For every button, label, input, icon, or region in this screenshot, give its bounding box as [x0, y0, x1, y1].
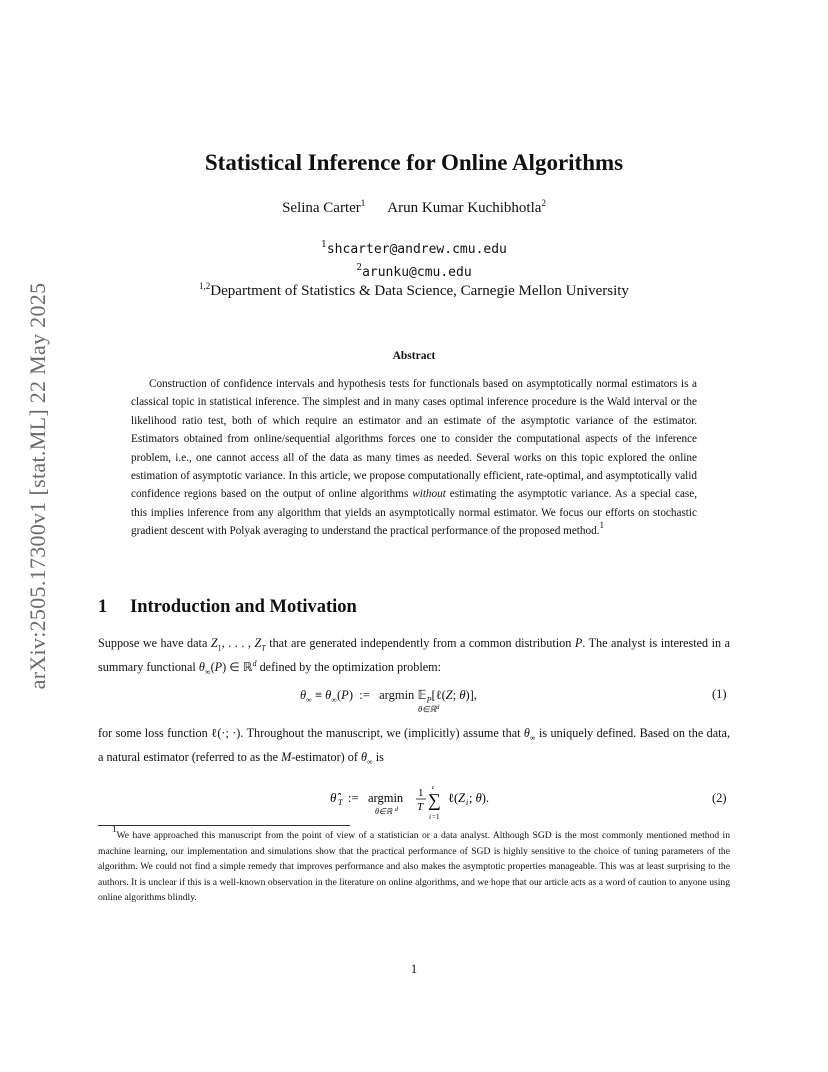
footnote-mark[interactable]: 1: [599, 520, 604, 531]
paper-title: Statistical Inference for Online Algorithms: [204, 150, 624, 175]
equation-1-subscript: [418, 704, 439, 715]
paragraph-text: is uniquely defined. Based on the data, a natural estimator (referred to as the: [98, 726, 731, 765]
email-address[interactable]: shcarter@andrew.cmu.edu: [326, 242, 507, 257]
equation-1: $\theta_\infty \equiv \theta_\infty(P)$ := argmin 𝔼$_P$[ℓ(Z; θ)],: [300, 688, 477, 705]
affiliation: [98, 283, 730, 300]
svg-text:i: i: [466, 798, 469, 807]
svg-text:T: T: [431, 786, 435, 791]
paragraph: Suppose we have data $Z_1$, . . . , $Z_T$ that are generated independently from a common distribution P. The analyst is interested in a summary functional $\theta_\infty(P)$ ∈ ℝ$^d$ defined by the optimization problem:: [98, 636, 731, 677]
author-sup: 1: [360, 198, 366, 208]
arxiv-stamp: [25, 282, 50, 690]
affiliation-sup: 1,2: [199, 281, 211, 291]
section-heading: [98, 597, 357, 618]
equation-2: [330, 786, 530, 826]
author-sup: 2: [541, 198, 546, 208]
svg-text:1: 1: [418, 787, 424, 799]
arxiv-stamp-text: arXiv:2505.17300v1 [stat.ML] 22 May 2025: [25, 282, 50, 690]
svg-text:T: T: [338, 798, 343, 807]
paragraph-text: . The analyst is interested in a summary functional: [98, 636, 731, 675]
author-name: Selina Carter: [282, 200, 361, 216]
svg-text:T: T: [417, 801, 424, 813]
footnote-text: We have approached this manuscript from the point of view of a statistician or a data analyst. Although SGD is the most commonly mentioned method in machine learning, our implementation and simulations show that the practical performance of SGD is highly sensitive to the choice of tuning parameters of the algorithm. We could not find a simple remedy that improves performance and also makes the asymptotic properties manageable. This was at least surprising to the authors. It is unclear if this is a well-known observation in the literature on online algorithms, and we hope that our article acts as a word of caution to anyone using online algorithms blindly.: [98, 830, 730, 904]
page-number: 1: [410, 962, 418, 976]
abstract-heading: Abstract: [392, 350, 436, 362]
email-sup: 2: [356, 263, 363, 273]
svg-text:∑: ∑: [428, 790, 441, 810]
svg-text:d: d: [395, 807, 398, 813]
svg-text:θ̂: θ̂: [330, 790, 337, 805]
email-address[interactable]: arunku@cmu.edu: [362, 265, 472, 280]
author-list: [98, 200, 730, 217]
argmin-operator: argmin: [379, 688, 415, 702]
svg-text:i: i: [429, 813, 431, 821]
svg-text:θ∈ℝ: θ∈ℝ: [375, 807, 393, 816]
equation-1-number: (1): [712, 687, 727, 701]
paragraph: for some loss function ℓ(·; ·). Throughout the manuscript, we (implicitly) assume that $\theta_\infty$ is uniquely defined. Based on the data, a natural estimator (referred to as the M-estimator) of $\theta_\infty$ is: [98, 726, 731, 767]
abstract-body: [131, 375, 697, 541]
svg-text:ℓ(Z: ℓ(Z: [448, 791, 466, 805]
footnote-sup: 1: [112, 824, 117, 834]
email-sup: 1: [321, 240, 327, 250]
abstract-emphasis: without: [412, 488, 446, 501]
author-email[interactable]: [98, 261, 730, 280]
abstract-text: estimating the asymptotic variance. As a special case, this implies inference from any algorithm that yields an asymptotically normal estimator. We focus our efforts on stochastic gradient descent with Polyak averaging to understand the practical performance of the proposed method.: [131, 488, 698, 538]
footnote-rule: [98, 825, 350, 826]
paragraph-text: defined by the optimization problem:: [259, 660, 441, 675]
paragraph-text: Suppose we have data: [98, 636, 208, 650]
author-email[interactable]: [98, 238, 730, 257]
svg-text:; θ).: ; θ).: [469, 791, 490, 805]
subscript-sup: d: [436, 705, 440, 711]
argmin-operator: argmin: [368, 791, 404, 805]
svg-text:=1: =1: [432, 813, 440, 821]
paragraph-text: . Throughout the manuscript, we (implicitly) assume that: [240, 726, 521, 740]
footnote: [98, 824, 730, 906]
section-number: 1: [98, 597, 108, 617]
equation-2-number: (2): [712, 791, 727, 805]
section-title: Introduction and Motivation: [130, 597, 357, 617]
svg-text::=: :=: [348, 791, 359, 805]
paragraph-text: is: [375, 750, 384, 765]
abstract-text: Construction of confidence intervals and hypothesis tests for functionals based on asymptotically normal estimators is a classical topic in statistical inference. The simplest and in many cases optimal inference procedure is the Wald interval or the likelihood ratio test, both of which require an estimator and an estimate of the asymptotic variance of the estimator. Estimators obtained from online/sequential algorithms forces one to consider the computational aspects of the inference problem, i.e., one cannot access all of the data as many times as needed. Several works on this topic explored the online estimation of asymptotic variance. In this article, we propose computationally efficient, rate-optimal, and asymptotically valid confidence regions based on the output of online algorithms: [131, 378, 697, 501]
author-name: Arun Kumar Kuchibhotla: [387, 200, 542, 216]
subscript-text: θ∈ℝ: [418, 704, 437, 714]
paragraph-text: -estimator) of: [291, 750, 358, 765]
affiliation-text: Department of Statistics & Data Science, Carnegie Mellon University: [210, 283, 629, 299]
paragraph-text: that are generated independently from a common distribution: [269, 636, 572, 650]
paragraph-text: for some loss function: [98, 726, 208, 740]
